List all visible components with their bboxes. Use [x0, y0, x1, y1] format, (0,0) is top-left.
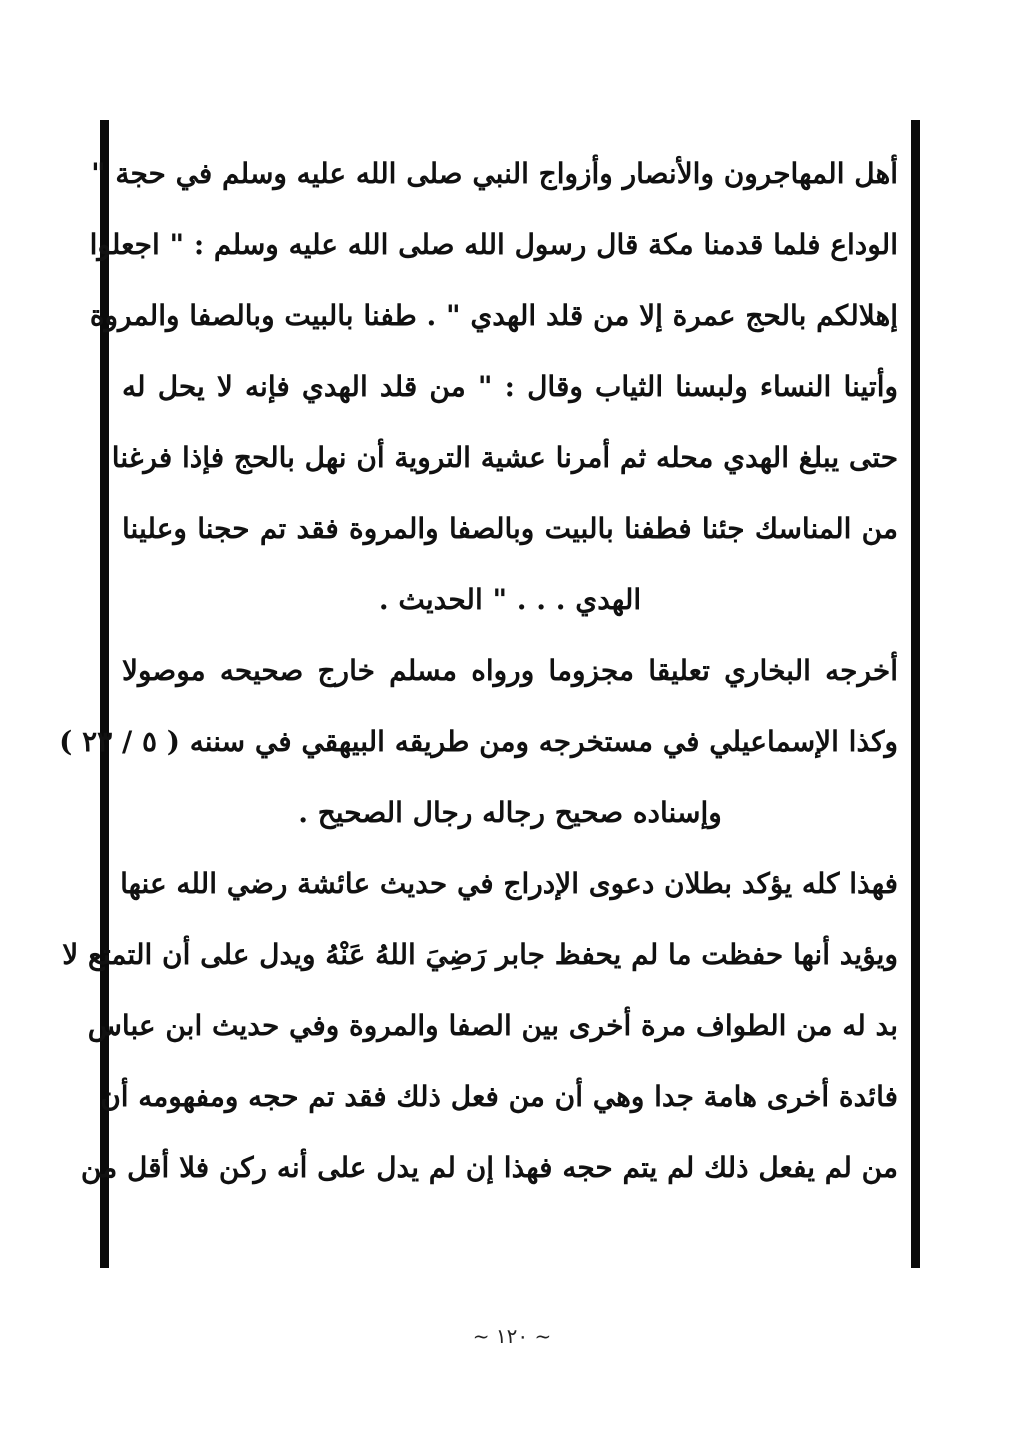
page-number: ~ ١٢٠ ~: [472, 1324, 552, 1348]
text-line: أخرجه البخاري تعليقا مجزوما ورواه مسلم خارج صحيحه موصولا: [122, 654, 898, 687]
text-line: فهذا كله يؤكد بطلان دعوى الإدراج في حديث عائشة رضي الله عنها: [120, 867, 898, 900]
text-line: من لم يفعل ذلك لم يتم حجه فهذا إن لم يدل على أنه ركن فلا أقل من: [80, 1151, 898, 1184]
text-line: الهدي . . . " الحديث .: [378, 583, 642, 616]
text-line: أهل المهاجرون والأنصار وأزواج النبي صلى الله عليه وسلم في حجة ": [91, 157, 898, 190]
text-line: من المناسك جئنا فطفنا بالبيت وبالصفا والمروة فقد تم حجنا وعلينا: [122, 512, 898, 545]
text-line: وكذا الإسماعيلي في مستخرجه ومن طريقه البيهقي في سننه ( ٥ / ٢٣ ): [59, 725, 898, 758]
text-line: بد له من الطواف مرة أخرى بين الصفا والمروة وفي حديث ابن عباس: [87, 1009, 898, 1042]
body-text: [59, 138, 898, 1203]
right-border-rule: [911, 120, 920, 1268]
text-line: ويؤيد أنها حفظت ما لم يحفظ جابر رَضِيَ اللهُ عَنْهُ ويدل على أن التمتع لا: [62, 938, 898, 971]
text-line: وأتينا النساء ولبسنا الثياب وقال : " من قلد الهدي فإنه لا يحل له: [122, 370, 898, 403]
text-line: إهلالكم بالحج عمرة إلا من قلد الهدي " . طفنا بالبيت وبالصفا والمروة: [89, 299, 898, 332]
page-frame: [59, 120, 920, 1268]
text-line: الوداع فلما قدمنا مكة قال رسول الله صلى الله عليه وسلم : " اجعلوا: [89, 228, 898, 261]
text-line: حتى يبلغ الهدي محله ثم أمرنا عشية التروية أن نهل بالحج فإذا فرغنا: [111, 441, 898, 474]
text-line: فائدة أخرى هامة جدا وهي أن من فعل ذلك فقد تم حجه ومفهومه أن: [100, 1080, 898, 1113]
text-line: وإسناده صحيح رجاله رجال الصحيح .: [298, 796, 722, 829]
